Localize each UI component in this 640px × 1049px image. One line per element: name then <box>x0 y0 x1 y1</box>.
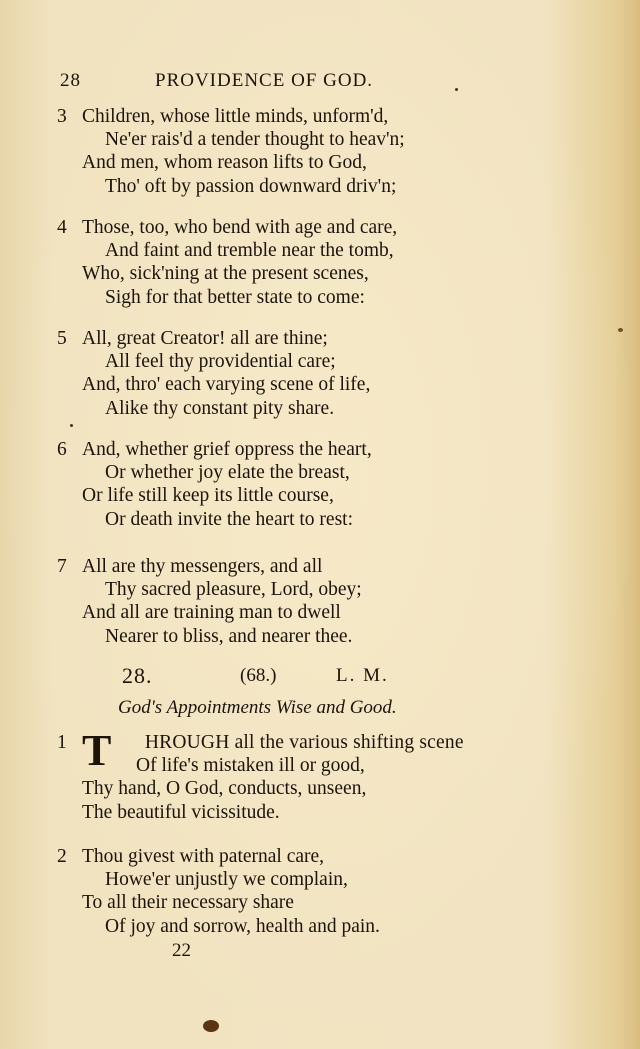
stanza-number: 7 <box>57 556 67 577</box>
ink-blot <box>203 1020 219 1032</box>
paper-speck <box>618 328 623 332</box>
stanza-5 <box>57 327 557 420</box>
verse-line: Sigh for that better state to come: <box>105 286 365 308</box>
hymn-stanza-1 <box>57 726 557 824</box>
page-header <box>60 70 530 96</box>
verse-line: All feel thy providential care; <box>105 351 336 373</box>
verse-line: And, whether grief oppress the heart, <box>82 439 372 460</box>
stanza-7 <box>57 555 557 648</box>
verse-line: Thy sacred pleasure, Lord, obey; <box>105 579 362 601</box>
verse-line: Or whether joy elate the breast, <box>105 462 350 484</box>
stanza-number: 2 <box>57 846 67 867</box>
stanza-number: 3 <box>57 106 67 127</box>
verse-line: Of life's mistaken ill or good, <box>136 755 365 777</box>
verse-line: Nearer to bliss, and nearer thee. <box>105 625 353 647</box>
verse-line: Or life still keep its little course, <box>82 485 334 507</box>
verse-line: Of joy and sorrow, health and pain. <box>105 915 380 937</box>
running-head: PROVIDENCE OF GOD. <box>155 70 374 91</box>
stanza-4 <box>57 216 557 309</box>
verse-line: Those, too, who bend with age and care, <box>82 217 398 238</box>
verse-line: And men, whom reason lifts to God, <box>82 152 367 174</box>
verse-line: Alike thy constant pity share. <box>105 397 335 419</box>
verse-line: The beautiful vicissitude. <box>82 801 280 823</box>
stanza-number: 5 <box>57 328 67 349</box>
hymn-title: God's Appointments Wise and Good. <box>118 697 397 718</box>
paper-speck <box>70 424 73 427</box>
verse-line: Who, sick'ning at the present scenes, <box>82 263 369 285</box>
hymn-meter: L. M. <box>336 665 389 686</box>
verse-line: And all are training man to dwell <box>82 602 341 624</box>
hymn-number: 28. <box>122 663 153 688</box>
verse-line: To all their necessary share <box>82 892 294 914</box>
verse-line: Ne'er rais'd a tender thought to heav'n; <box>105 129 405 151</box>
paper-speck <box>455 88 458 91</box>
hymn-stanza-2 <box>57 845 557 938</box>
signature-mark: 22 <box>172 940 191 961</box>
drop-cap: T <box>82 726 112 775</box>
stanza-number: 6 <box>57 439 67 460</box>
stanza-number: 4 <box>57 217 67 238</box>
stanza-3 <box>57 105 557 198</box>
verse-line: HROUGH all the various shifting scene <box>144 732 464 753</box>
verse-line: Thou givest with paternal care, <box>82 846 325 867</box>
hymn-alt-number: (68.) <box>240 665 277 686</box>
stanza-6 <box>57 438 557 531</box>
verse-line: All are thy messengers, and all <box>82 556 323 577</box>
verse-line: Howe'er unjustly we complain, <box>105 869 348 891</box>
stanza-number: 1 <box>57 732 67 753</box>
hymn-heading <box>122 663 422 691</box>
verse-line: Tho' oft by passion downward driv'n; <box>105 175 397 197</box>
verse-line: Or death invite the heart to rest: <box>105 508 353 530</box>
verse-line: Thy hand, O God, conducts, unseen, <box>82 778 367 800</box>
verse-line: All, great Creator! all are thine; <box>82 328 328 349</box>
verse-line: And faint and tremble near the tomb, <box>105 240 394 262</box>
page-number: 28 <box>60 70 81 91</box>
verse-line: Children, whose little minds, unform'd, <box>82 106 389 127</box>
verse-line: And, thro' each varying scene of life, <box>82 374 371 396</box>
